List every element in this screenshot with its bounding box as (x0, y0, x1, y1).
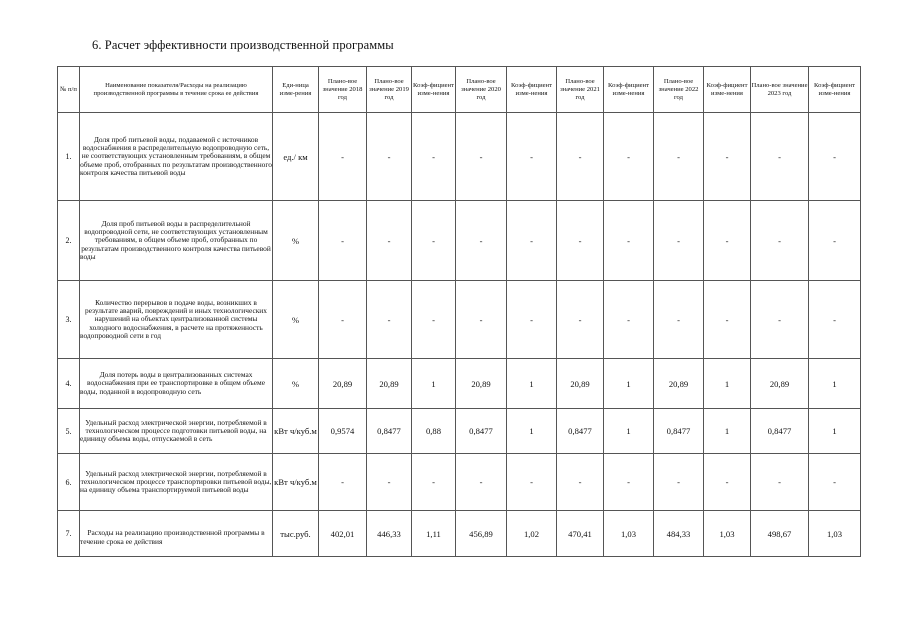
row-indicator-name: Доля проб питьевой воды, подаваемой с источников водоснабжения в распределительную водопроводную сеть, не соответствующих установленным требованиям, в общем объеме проб, отобранных по результатам производственного контроля качества питьевой воды (80, 113, 273, 201)
row-value: - (654, 201, 704, 281)
row-value: - (604, 113, 654, 201)
row-indicator-name: Количество перерывов в подаче воды, возникших в результате аварий, повреждений и иных технологических нарушений на объектах централизованной системы холодного водоснабжения, в расчете на протяженность водопроводной сети в год (80, 281, 273, 359)
row-value: 1 (604, 359, 654, 409)
row-value: - (654, 454, 704, 511)
row-indicator-name: Расходы на реализацию производственной программы в течение срока ее действия (80, 511, 273, 557)
row-value: 1 (809, 359, 861, 409)
row-number: 6. (58, 454, 80, 511)
col-header-value: Коэф-фициент изме-нения (604, 67, 654, 113)
col-header-value: Плано-вое значение 2020 год (456, 67, 507, 113)
row-unit: тыс.руб. (273, 511, 319, 557)
col-header-value: Плано-вое значение 2022 год (654, 67, 704, 113)
row-value: 1,02 (507, 511, 557, 557)
col-header-num: № п/п (58, 67, 80, 113)
row-value: 20,89 (456, 359, 507, 409)
row-value: 456,89 (456, 511, 507, 557)
row-value: - (367, 201, 412, 281)
row-unit: ед./ км (273, 113, 319, 201)
row-value: 1 (507, 409, 557, 454)
col-header-value: Плано-вое значение 2019 год (367, 67, 412, 113)
table-row (58, 201, 861, 281)
row-value: - (319, 201, 367, 281)
row-number: 5. (58, 409, 80, 454)
col-header-value: Коэф-фициент изме-нения (809, 67, 861, 113)
table-row (58, 511, 861, 557)
row-value: 470,41 (557, 511, 604, 557)
table-row (58, 454, 861, 511)
row-value: 0,8477 (367, 409, 412, 454)
section-heading: 6. Расчет эффективности производственной программы (92, 38, 394, 52)
row-value: - (704, 454, 751, 511)
row-value: - (319, 113, 367, 201)
row-value: - (809, 281, 861, 359)
row-value: 0,8477 (557, 409, 604, 454)
row-value: - (604, 281, 654, 359)
row-value: - (507, 113, 557, 201)
row-value: - (319, 281, 367, 359)
col-header-unit: Еди-ница изме-рения (273, 67, 319, 113)
row-value: 0,8477 (456, 409, 507, 454)
row-number: 2. (58, 201, 80, 281)
col-header-value: Коэф-фициент изме-нения (507, 67, 557, 113)
row-value: - (367, 281, 412, 359)
row-value: 0,9574 (319, 409, 367, 454)
row-value: 1 (704, 359, 751, 409)
row-value: 446,33 (367, 511, 412, 557)
row-value: - (319, 454, 367, 511)
row-value: - (412, 454, 456, 511)
row-value: - (456, 201, 507, 281)
row-value: - (809, 454, 861, 511)
row-value: 1 (809, 409, 861, 454)
row-number: 4. (58, 359, 80, 409)
row-value: 0,8477 (751, 409, 809, 454)
row-value: - (456, 113, 507, 201)
efficiency-table (57, 66, 861, 557)
row-value: - (809, 113, 861, 201)
row-unit: % (273, 281, 319, 359)
row-value: - (367, 454, 412, 511)
row-value: 402,01 (319, 511, 367, 557)
row-value: - (654, 113, 704, 201)
row-value: 484,33 (654, 511, 704, 557)
row-value: - (557, 201, 604, 281)
row-value: 0,88 (412, 409, 456, 454)
row-number: 1. (58, 113, 80, 201)
row-value: - (751, 454, 809, 511)
row-value: 1 (704, 409, 751, 454)
table-row (58, 359, 861, 409)
row-unit: кВт ч/куб.м (273, 409, 319, 454)
col-header-value: Коэф-фициент изме-нения (704, 67, 751, 113)
row-value: - (751, 113, 809, 201)
col-header-value: Плано-вое значение 2021 год (557, 67, 604, 113)
row-value: - (704, 113, 751, 201)
row-value: - (704, 201, 751, 281)
row-unit: % (273, 359, 319, 409)
row-value: - (367, 113, 412, 201)
col-header-name: Наименование показателя/Расходы на реализацию производственной программы в течение срока ее действия (80, 67, 273, 113)
col-header-value: Плано-вое значение 2023 год (751, 67, 809, 113)
row-unit: % (273, 201, 319, 281)
row-value: - (654, 281, 704, 359)
row-number: 7. (58, 511, 80, 557)
row-value: - (412, 201, 456, 281)
col-header-value: Плано-вое значение 2018 год (319, 67, 367, 113)
col-header-value: Коэф-фициент изме-нения (412, 67, 456, 113)
row-value: 498,67 (751, 511, 809, 557)
row-value: - (557, 113, 604, 201)
row-value: 1 (412, 359, 456, 409)
row-value: - (751, 281, 809, 359)
row-number: 3. (58, 281, 80, 359)
row-value: - (456, 454, 507, 511)
row-indicator-name: Удельный расход электрической энергии, потребляемой в технологическом процессе подготовки питьевой воды, на единицу объема воды, отпускаемой в сеть (80, 409, 273, 454)
row-value: 20,89 (751, 359, 809, 409)
row-value: - (456, 281, 507, 359)
row-value: - (751, 201, 809, 281)
row-unit: кВт ч/куб.м (273, 454, 319, 511)
row-value: 20,89 (319, 359, 367, 409)
row-value: - (809, 201, 861, 281)
table-row (58, 113, 861, 201)
row-value: - (412, 113, 456, 201)
row-value: 1,03 (809, 511, 861, 557)
row-value: 1,03 (704, 511, 751, 557)
row-value: - (557, 281, 604, 359)
row-value: - (412, 281, 456, 359)
row-value: - (507, 281, 557, 359)
row-value: 1 (507, 359, 557, 409)
row-value: 20,89 (557, 359, 604, 409)
row-value: - (604, 454, 654, 511)
row-value: - (507, 454, 557, 511)
row-value: 1,03 (604, 511, 654, 557)
row-value: - (557, 454, 604, 511)
row-value: - (604, 201, 654, 281)
row-value: - (507, 201, 557, 281)
row-value: 20,89 (654, 359, 704, 409)
row-value: - (704, 281, 751, 359)
row-value: 20,89 (367, 359, 412, 409)
table-row (58, 281, 861, 359)
row-value: 0,8477 (654, 409, 704, 454)
row-value: 1,11 (412, 511, 456, 557)
row-indicator-name: Удельный расход электрической энергии, потребляемой в технологическом процессе транспортировки питьевой воды, на единицу объема транспортируемой питьевой воды (80, 454, 273, 511)
row-value: 1 (604, 409, 654, 454)
table-row (58, 409, 861, 454)
row-indicator-name: Доля потерь воды в централизованных системах водоснабжения при ее транспортировке в общем объеме воды, поданной в водопроводную сеть (80, 359, 273, 409)
header-row (58, 67, 861, 113)
row-indicator-name: Доля проб питьевой воды в распределительной водопроводной сети, не соответствующих установленным требованиям, в общем объеме проб, отобранных по результатам производственного контроля качества питьевой воды (80, 201, 273, 281)
